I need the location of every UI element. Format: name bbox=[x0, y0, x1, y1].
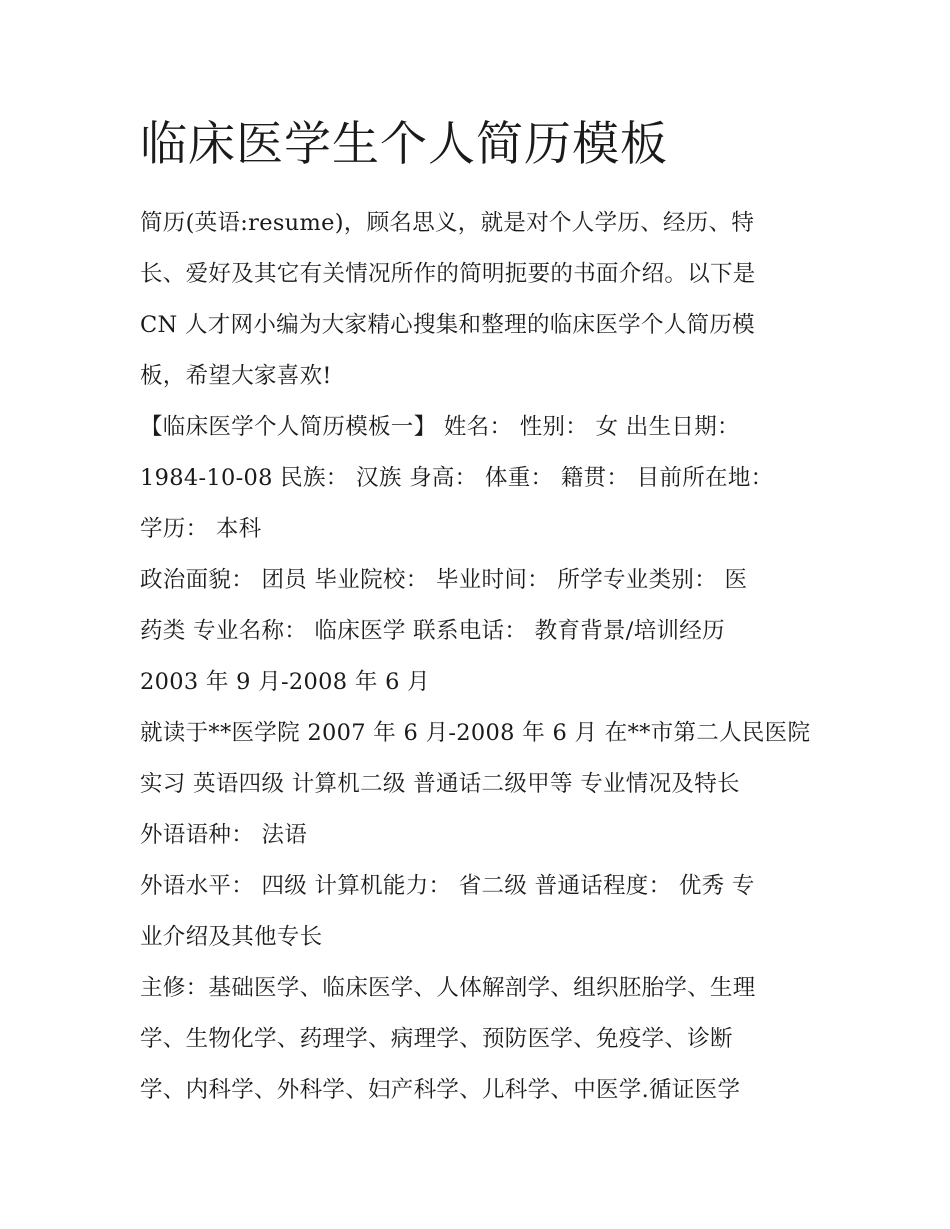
resume-line-5: 药类 专业名称： 临床医学 联系电话： 教育背景/培训经历 bbox=[140, 618, 725, 644]
resume-line-11: 业介绍及其他专长 bbox=[140, 924, 323, 950]
resume-line-1: 【临床医学个人简历模板一】 姓名： 性别： 女 出生日期： bbox=[140, 414, 740, 440]
resume-line-8: 实习 英语四级 计算机二级 普通话二级甲等 专业情况及特长 bbox=[140, 771, 740, 797]
resume-line-2: 1984-10-08 民族： 汉族 身高： 体重： 籍贯： 目前所在地： bbox=[140, 465, 774, 491]
courses-line-3: 学、内科学、外科学、妇产科学、儿科学、中医学.循证医学 bbox=[140, 1077, 741, 1103]
resume-line-3: 学历： 本科 bbox=[140, 516, 262, 542]
resume-line-6: 2003 年 9 月-2008 年 6 月 bbox=[140, 669, 430, 695]
courses-line-2: 学、生物化学、药理学、病理学、预防医学、免疫学、诊断 bbox=[140, 1026, 733, 1052]
resume-line-9: 外语语种： 法语 bbox=[140, 822, 308, 848]
intro-line-4: 板，希望大家喜欢! bbox=[140, 363, 332, 389]
resume-line-4: 政治面貌： 团员 毕业院校： 毕业时间： 所学专业类别： 医 bbox=[140, 567, 748, 593]
resume-line-7: 就读于**医学院 2007 年 6 月-2008 年 6 月 在**市第二人民医院 bbox=[140, 720, 811, 746]
intro-line-2: 长、爱好及其它有关情况所作的简明扼要的书面介绍。以下是 bbox=[140, 261, 756, 287]
resume-line-10: 外语水平： 四级 计算机能力： 省二级 普通话程度： 优秀 专 bbox=[140, 873, 755, 899]
intro-line-1: 简历(英语:resume)，顾名思义，就是对个人学历、经历、特 bbox=[140, 210, 755, 236]
document-title: 临床医学生个人简历模板 bbox=[140, 117, 668, 172]
courses-line-1: 主修：基础医学、临床医学、人体解剖学、组织胚胎学、生理 bbox=[140, 975, 756, 1001]
intro-line-3: CN 人才网小编为大家精心搜集和整理的临床医学个人简历模 bbox=[140, 312, 755, 338]
